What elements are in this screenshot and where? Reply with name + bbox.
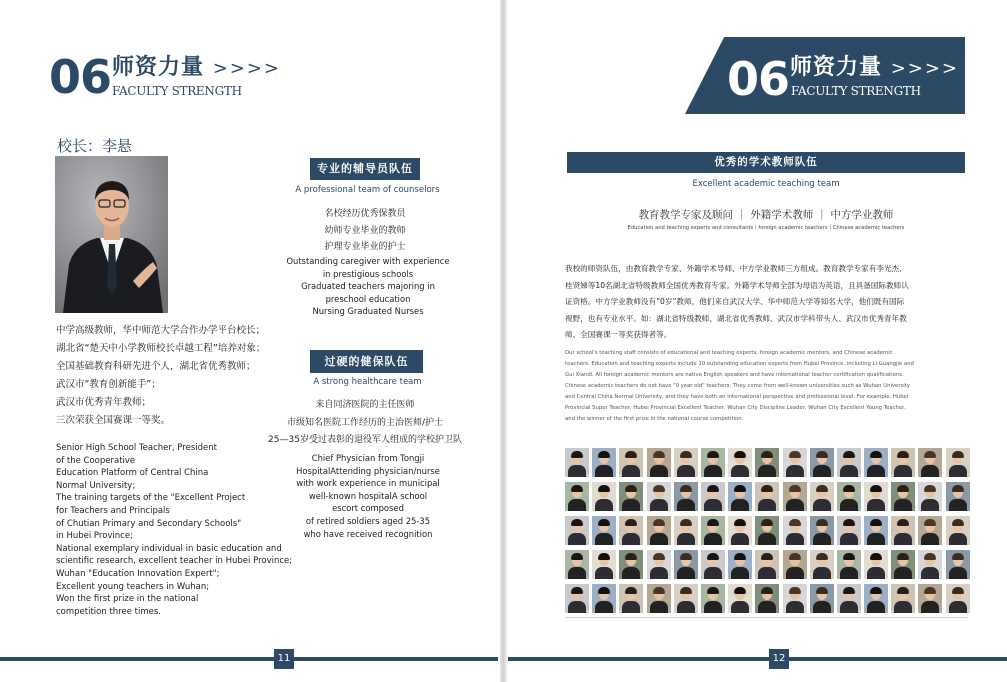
body-en-line: Chinese academic teachers do not have "0 year old" teachers. They come from well-known universities such as Wuhan University	[565, 383, 910, 389]
counselor-item: 名校经历优秀保教员	[324, 209, 406, 219]
teacher-photo	[619, 550, 643, 579]
section-title-cn-right: 师资力量	[790, 55, 883, 80]
section-title-cn: 师资力量	[112, 55, 205, 80]
teacher-photo	[810, 482, 834, 511]
principal-bio-en	[56, 442, 296, 618]
teacher-photo	[864, 482, 888, 511]
healthcare-item-en: of retired soldiers aged 25-35	[305, 515, 431, 526]
title-arrows-right: >>>>	[890, 58, 960, 79]
healthcare-list-cn	[255, 397, 475, 450]
healthcare-item-en: who have received recognition	[303, 528, 433, 539]
teacher-photo	[565, 448, 589, 477]
healthcare-item: 25—35岁受过表彰的退役军人组成的学校护卫队	[268, 435, 462, 445]
section-title-right	[790, 57, 959, 79]
healthcare-item-en: HospitalAttending physician/nurse	[296, 465, 440, 476]
teacher-photo	[592, 516, 616, 545]
bio-en-line: Excellent young teachers in Wuhan;	[56, 581, 210, 592]
teacher-photo	[592, 584, 616, 613]
bio-en-line: of Chutian Primary and Secondary Schools"	[56, 518, 242, 529]
section-number: 06	[49, 50, 112, 104]
bio-en-line: Won the first prize in the national	[56, 594, 199, 605]
bio-en-line: Senior High School Teacher, President	[56, 443, 217, 453]
teacher-photo	[918, 584, 942, 613]
teacher-photo	[674, 482, 698, 511]
teacher-photo	[837, 550, 861, 579]
teacher-photo	[755, 584, 779, 613]
teacher-photo	[701, 550, 725, 579]
body-en-line: Gui Xiandi. All foreign academic mentors are native English speakers and have international teacher certification qualifications.	[565, 372, 904, 378]
teacher-photo	[918, 448, 942, 477]
teacher-photo	[918, 550, 942, 579]
academic-body-en	[565, 348, 967, 425]
teacher-photo	[837, 584, 861, 613]
teacher-photo	[674, 516, 698, 545]
teacher-photo	[810, 584, 834, 613]
teacher-photo	[728, 482, 752, 511]
teacher-photo	[810, 550, 834, 579]
teacher-photo	[619, 482, 643, 511]
bio-en-line: competition three times.	[56, 606, 161, 617]
teacher-photo	[891, 448, 915, 477]
teacher-photo	[946, 448, 970, 477]
bio-en-line: Normal University;	[56, 480, 136, 491]
academic-team-subtitle: 教育教学专家及顾问 ｜ 外籍学术教师 ｜ 中方学业教师	[638, 209, 894, 221]
teacher-photo	[755, 448, 779, 477]
bio-cn-line: 武汉市优秀青年教师；	[56, 397, 152, 408]
book-spine	[500, 0, 507, 682]
body-en-line: Our school's teaching staff consists of educational and teaching experts, foreign academic mentors, and Chinese academic	[565, 350, 893, 356]
teacher-photo	[701, 516, 725, 545]
teacher-photo	[647, 584, 671, 613]
teacher-photo	[755, 516, 779, 545]
body-en-line: teachers. Education and teaching experts include 10 outstanding education experts from Hubei Province, including Li Guangjie and	[565, 361, 914, 367]
teacher-photo	[810, 516, 834, 545]
teacher-photo	[619, 448, 643, 477]
healthcare-item: 来自同济医院的主任医师	[315, 400, 415, 410]
bio-en-line: of the Cooperative	[56, 455, 136, 466]
page-number-left: 11	[274, 649, 294, 669]
teacher-photo	[701, 482, 725, 511]
teacher-photo	[647, 516, 671, 545]
teacher-photo	[755, 482, 779, 511]
teacher-photo	[565, 584, 589, 613]
footer-rule-right	[508, 657, 1007, 661]
academic-body-cn	[565, 261, 967, 344]
grid-divider	[565, 617, 968, 618]
teacher-photo	[918, 482, 942, 511]
teacher-photo	[837, 516, 861, 545]
body-en-line: Provincial Super Teacher, Hubei Provincial Excellent Teacher, Wuhan City Discipline Leader, Wuhan City Excellent Young Teacher,	[565, 405, 907, 411]
principal-title: 校长：李悬	[57, 137, 133, 155]
teacher-photo-grid	[565, 448, 968, 613]
healthcare-item: 市级知名医院工作经历的主治医师/护士	[286, 417, 444, 428]
teacher-photo	[918, 516, 942, 545]
page-number-right: 12	[769, 649, 789, 669]
healthcare-title-en: A strong healthcare team	[313, 377, 422, 387]
teacher-photo	[783, 584, 807, 613]
section-title-en-right: FACULTY STRENGTH	[791, 84, 921, 98]
teacher-photo	[565, 482, 589, 511]
counselors-title-en: A professional team of counselors	[295, 185, 440, 195]
bio-cn-line: 中学高级教师，华中师范大学合作办学平台校长；	[56, 325, 266, 336]
counselors-list-cn	[270, 206, 460, 256]
teacher-photo	[783, 516, 807, 545]
teacher-photo	[647, 482, 671, 511]
counselor-item: 护理专业毕业的护士	[324, 242, 406, 252]
counselors-list-en	[270, 255, 466, 318]
teacher-photo	[674, 448, 698, 477]
teacher-photo	[864, 550, 888, 579]
teacher-photo	[783, 482, 807, 511]
academic-team-title-en: Excellent academic teaching team	[692, 179, 840, 189]
footer-rule-left	[0, 657, 498, 661]
section-number-right: 06	[727, 52, 790, 106]
body-en-line: and the winner of the first prize in the national course competition.	[565, 416, 744, 422]
teacher-photo	[619, 584, 643, 613]
teacher-photo	[647, 550, 671, 579]
healthcare-list-en	[268, 452, 468, 540]
bio-en-line: in Hubei Province;	[56, 531, 133, 542]
teacher-photo	[728, 448, 752, 477]
counselors-title: 专业的辅导员队伍	[310, 158, 420, 180]
teacher-photo	[647, 448, 671, 477]
teacher-photo	[946, 584, 970, 613]
body-cn-line: 师、全国赛课一等奖获得者等。	[565, 330, 672, 340]
teacher-photo	[728, 584, 752, 613]
teacher-photo	[891, 584, 915, 613]
academic-team-title: 优秀的学术教师队伍	[567, 152, 965, 173]
teacher-photo	[891, 550, 915, 579]
teacher-photo	[946, 516, 970, 545]
counselor-item-en: in prestigious schools	[322, 268, 414, 279]
counselor-item: 幼师专业毕业的教师	[324, 225, 406, 236]
teacher-photo	[728, 516, 752, 545]
body-cn-line: 视野，也有专业水平。如：湖北省特级教师、湖北省优秀教师、武汉市学科带头人、武汉市优秀青年教	[565, 313, 907, 323]
title-arrows: >>>>	[212, 58, 282, 79]
counselor-item-en: preschool education	[325, 293, 411, 304]
teacher-photo	[565, 550, 589, 579]
body-cn-line: 我校的师资队伍，由教育教学专家、外籍学术导师、中方学业教师三方组成。教育教学专家有李光杰、	[565, 264, 907, 273]
teacher-photo	[891, 516, 915, 545]
teacher-photo	[837, 482, 861, 511]
body-en-line: and Central China Normal University, and they have both an international perspective and professional level. For example, Hubei	[565, 394, 909, 400]
bio-en-line: The training targets of the "Excellent Project	[56, 493, 246, 504]
bio-cn-line: 三次荣获全国赛课一等奖。	[56, 415, 171, 426]
counselor-item-en: Graduated teachers majoring in	[301, 281, 435, 292]
teacher-photo	[701, 584, 725, 613]
healthcare-item-en: well-known hospitalA school	[308, 490, 428, 501]
bio-en-line: Education Platform of Central China	[56, 468, 209, 479]
body-cn-line: 桂贤娣等10名湖北省特级教师全国优秀教育专家。外籍学术导师全部为母语为英语，且具备国际教师认	[565, 280, 909, 290]
teacher-photo	[728, 550, 752, 579]
bio-en-line: scientific research, excellent teacher in Hubei Province;	[56, 556, 293, 567]
healthcare-item-en: escort composed	[332, 503, 404, 514]
bio-en-line: Wuhan "Education Innovation Expert";	[56, 568, 220, 579]
bio-en-line: for Teachers and Principals	[56, 505, 170, 516]
teacher-photo	[946, 482, 970, 511]
principal-photo	[55, 156, 168, 313]
counselor-item-en: Nursing Graduated Nurses	[312, 306, 424, 317]
teacher-photo	[592, 448, 616, 477]
teacher-photo	[674, 584, 698, 613]
teacher-photo	[891, 482, 915, 511]
teacher-photo	[619, 516, 643, 545]
teacher-photo	[565, 516, 589, 545]
teacher-photo	[674, 550, 698, 579]
teacher-photo	[592, 550, 616, 579]
teacher-photo	[592, 482, 616, 511]
section-title-en: FACULTY STRENGTH	[112, 84, 242, 98]
teacher-photo	[783, 550, 807, 579]
teacher-photo	[864, 448, 888, 477]
body-cn-line: 证资格。中方学业教师没有“0岁”教师，他们来自武汉大学、华中师范大学等知名大学，他们既有国际	[565, 297, 905, 307]
teacher-photo	[810, 448, 834, 477]
teacher-photo	[864, 516, 888, 545]
bio-en-line: National exemplary individual in basic education and	[56, 543, 282, 554]
healthcare-item-en: Chief Physician from Tongji	[311, 453, 425, 463]
healthcare-item-en: with work experience in municipal	[296, 478, 440, 489]
teacher-photo	[783, 448, 807, 477]
bio-cn-line: 湖北省“楚天中小学教师校长卓越工程”培养对象；	[56, 343, 266, 354]
bio-cn-line: 全国基础教育科研先进个人，湖北省优秀教师；	[56, 361, 256, 372]
bio-cn-line: 武汉市“教育创新能手”；	[56, 379, 161, 390]
healthcare-title: 过硬的健保队伍	[310, 350, 423, 373]
teacher-photo	[946, 550, 970, 579]
teacher-photo	[755, 550, 779, 579]
teacher-photo	[837, 448, 861, 477]
counselor-item-en: Outstanding caregiver with experience	[286, 256, 450, 266]
section-title	[112, 57, 281, 79]
teacher-photo	[701, 448, 725, 477]
teacher-photo	[864, 584, 888, 613]
academic-team-subtitle-en: Education and teaching experts and consultants丨foreign academic teachers丨Chinese academic teachers	[627, 225, 905, 231]
